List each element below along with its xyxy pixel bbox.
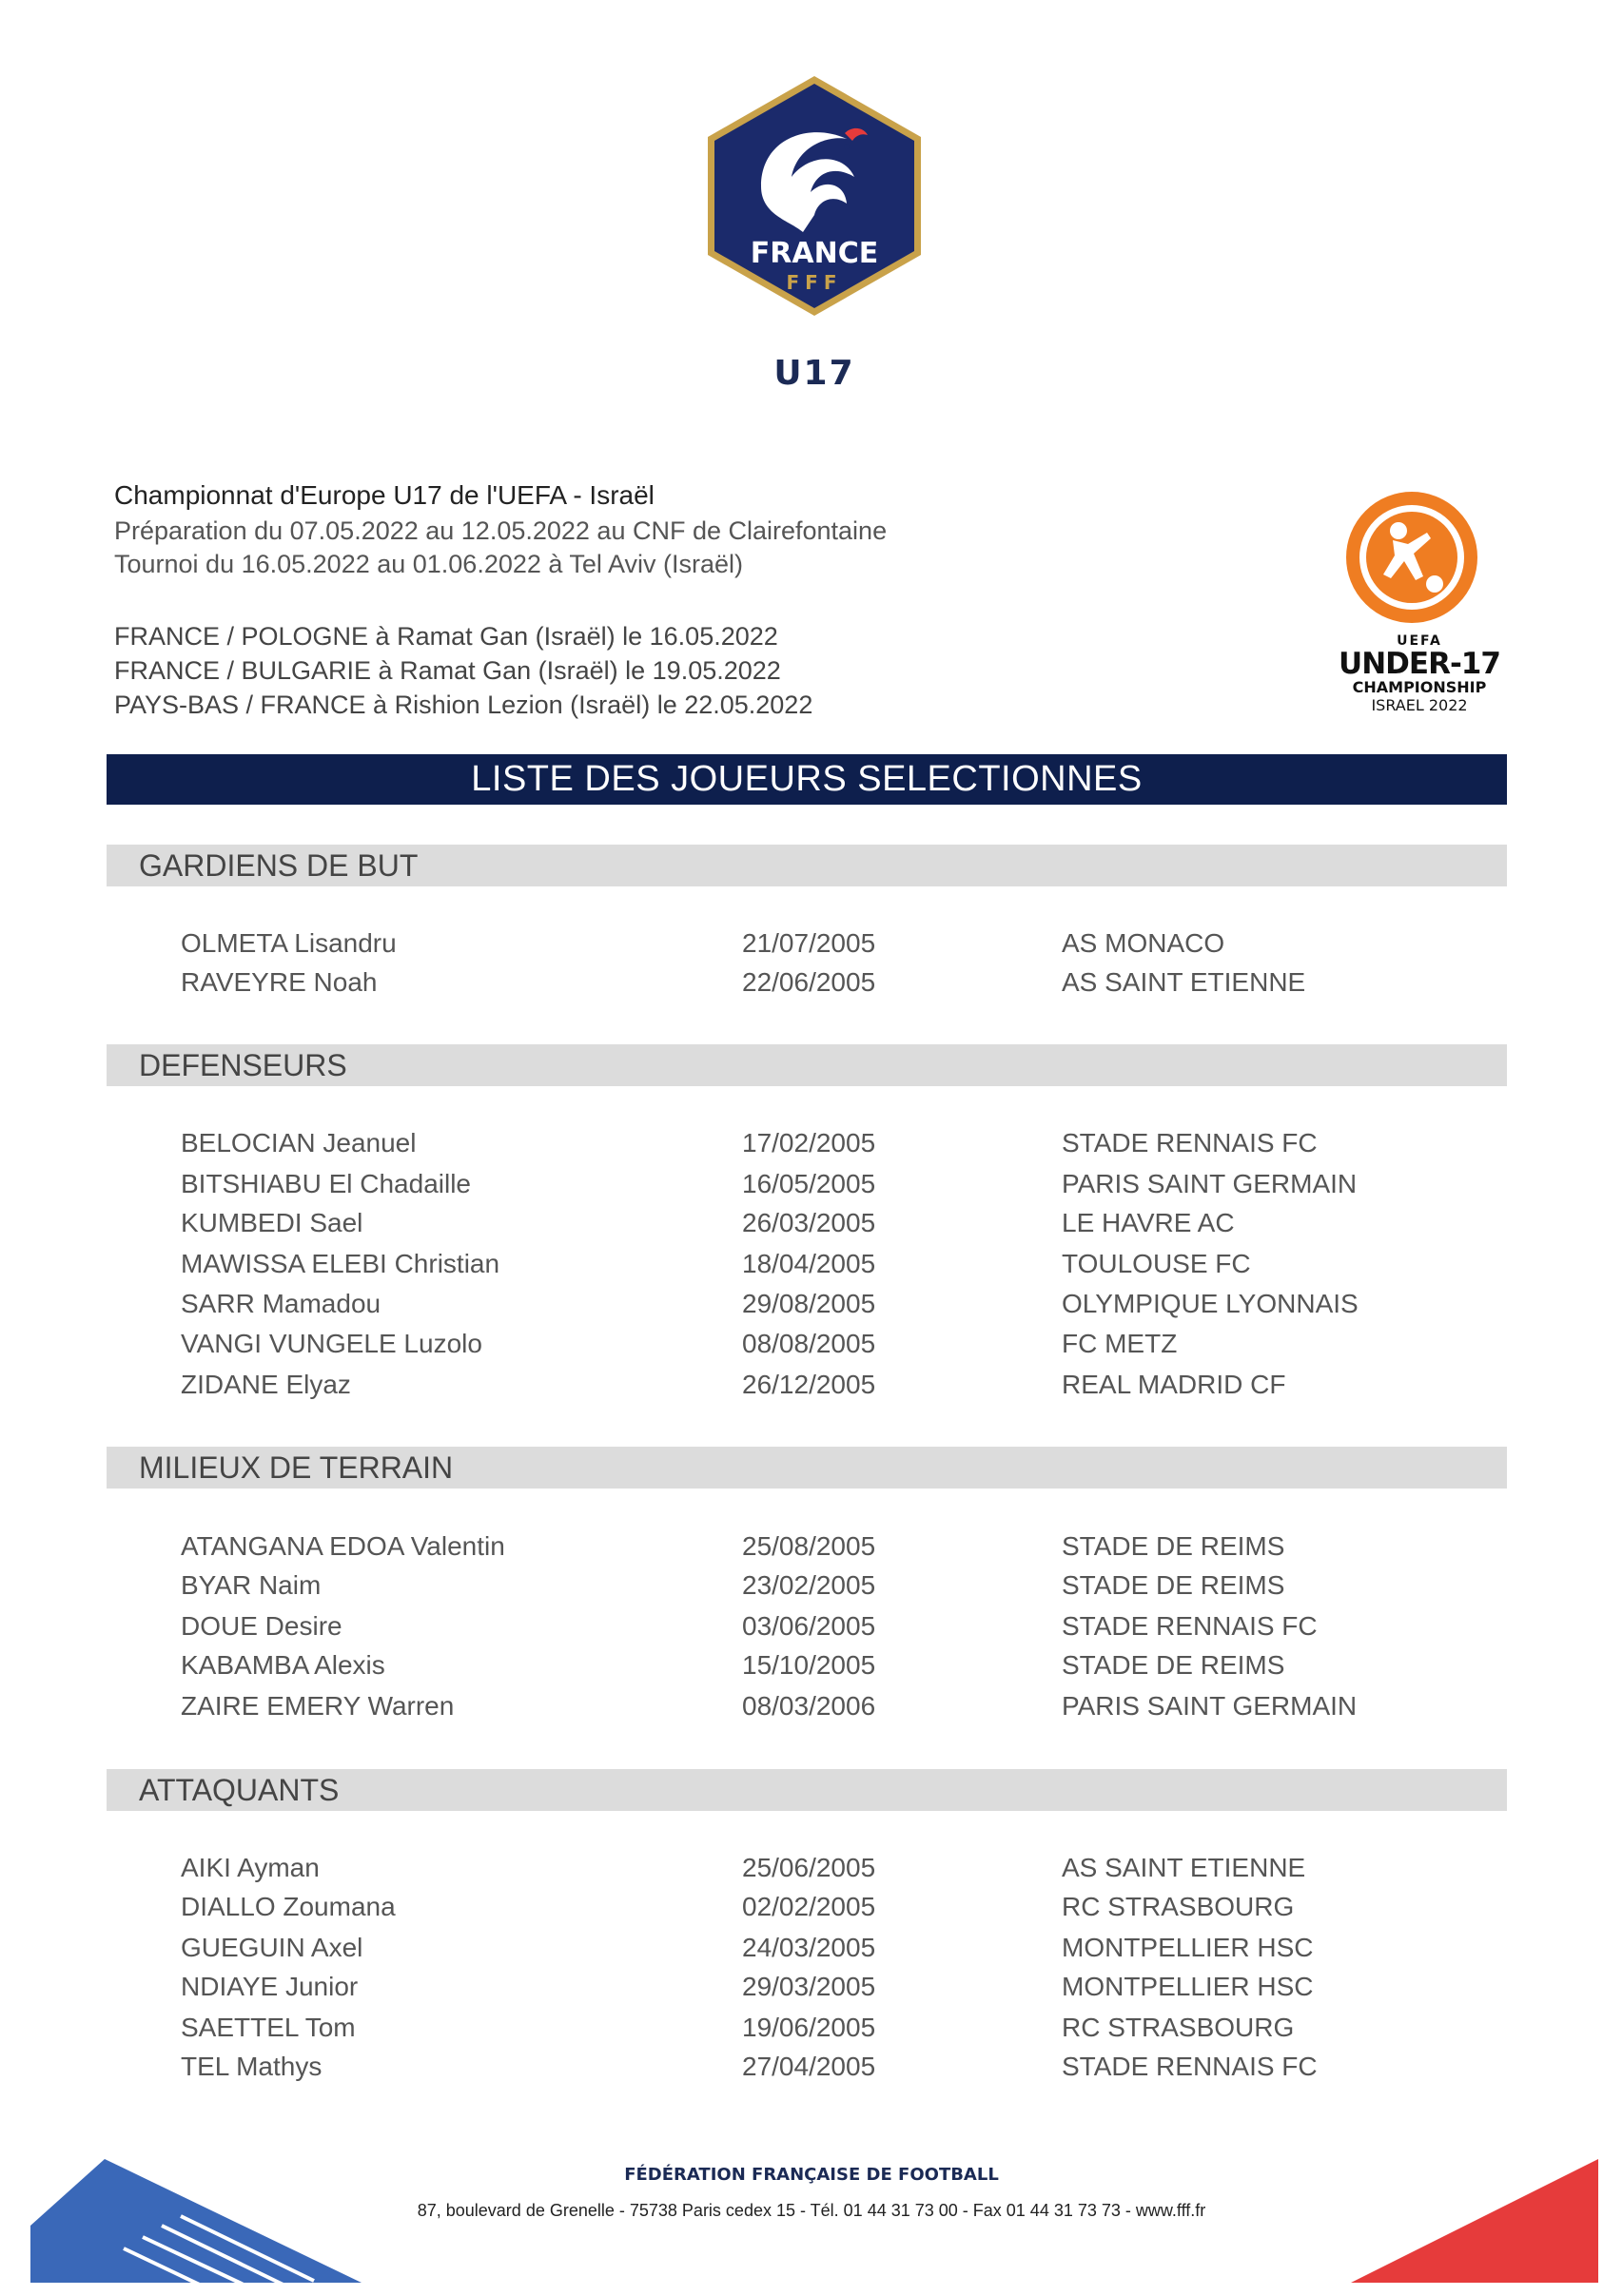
player-dob: 08/08/2005: [742, 1329, 876, 1358]
player-dob: 15/10/2005: [742, 1650, 876, 1680]
player-club: RC STRASBOURG: [1062, 2013, 1295, 2042]
player-name: ZIDANE Elyaz: [181, 1370, 351, 1399]
player-name: TEL Mathys: [181, 2052, 323, 2081]
player-dob: 27/04/2005: [742, 2052, 876, 2081]
player-club: PARIS SAINT GERMAIN: [1062, 1691, 1358, 1721]
uefa-u17-logo-text: [1322, 633, 1516, 715]
player-dob: 08/03/2006: [742, 1691, 876, 1721]
team-category: U17: [773, 354, 855, 393]
player-club: FC METZ: [1062, 1329, 1178, 1358]
table-row: [0, 1208, 1623, 1246]
player-name: BITSHIABU El Chadaille: [181, 1169, 472, 1198]
player-club: AS SAINT ETIENNE: [1062, 967, 1306, 997]
player-club: STADE RENNAIS FC: [1062, 1128, 1318, 1158]
match-line: FRANCE / POLOGNE à Ramat Gan (Israël) le 16.05.2022: [114, 622, 778, 651]
player-name: GUEGUIN Axel: [181, 1933, 363, 1962]
uefa-org-text: UEFA: [1397, 633, 1442, 649]
table-row: [0, 1691, 1623, 1729]
table-row: [0, 2013, 1623, 2051]
player-club: LE HAVRE AC: [1062, 1208, 1235, 1237]
player-club: MONTPELLIER HSC: [1062, 1933, 1314, 1962]
player-dob: 23/02/2005: [742, 1570, 876, 1600]
player-name: DIALLO Zoumana: [181, 1892, 396, 1921]
player-club: STADE DE REIMS: [1062, 1650, 1285, 1680]
player-name: AIKI Ayman: [181, 1853, 320, 1882]
selection-banner: LISTE DES JOUEURS SELECTIONNES: [107, 754, 1507, 805]
player-dob: 19/06/2005: [742, 2013, 876, 2042]
section-header-forwards: [107, 1769, 1507, 1811]
footer-address: 87, boulevard de Grenelle - 75738 Paris cedex 15 - Tél. 01 44 31 73 00 - Fax 01 44 31 73 73 - www.fff.fr: [417, 2201, 1206, 2220]
player-dob: 25/08/2005: [742, 1531, 876, 1561]
player-name: SAETTEL Tom: [181, 2013, 356, 2042]
player-club: STADE DE REIMS: [1062, 1531, 1285, 1561]
player-dob: 16/05/2005: [742, 1169, 876, 1198]
table-row: [0, 1531, 1623, 1569]
player-dob: 17/02/2005: [742, 1128, 876, 1158]
table-row: [0, 1650, 1623, 1688]
tournament-dates: Tournoi du 16.05.2022 au 01.06.2022 à Tel Aviv (Israël): [114, 550, 743, 578]
player-name: OLMETA Lisandru: [181, 928, 397, 958]
player-club: RC STRASBOURG: [1062, 1892, 1295, 1921]
player-name: MAWISSA ELEBI Christian: [181, 1249, 500, 1278]
player-club: STADE RENNAIS FC: [1062, 1611, 1318, 1641]
player-club: REAL MADRID CF: [1062, 1370, 1286, 1399]
player-name: SARR Mamadou: [181, 1289, 381, 1318]
player-club: STADE RENNAIS FC: [1062, 2052, 1318, 2081]
table-row: [0, 967, 1623, 1005]
match-line: PAYS-BAS / FRANCE à Rishion Lezion (Israël) le 22.05.2022: [114, 691, 813, 719]
section-header-midfielders: [107, 1447, 1507, 1489]
player-club: TOULOUSE FC: [1062, 1249, 1251, 1278]
preparation-dates: Préparation du 07.05.2022 au 12.05.2022 au CNF de Clairefontaine: [114, 516, 888, 545]
player-name: DOUE Desire: [181, 1611, 342, 1641]
table-row: [0, 1972, 1623, 2010]
crest-federation-text: FFF: [786, 271, 843, 294]
section-header-defenders: [107, 1044, 1507, 1086]
player-club: OLYMPIQUE LYONNAIS: [1062, 1289, 1359, 1318]
table-row: [0, 1329, 1623, 1367]
player-dob: 24/03/2005: [742, 1933, 876, 1962]
table-row: [0, 1892, 1623, 1930]
player-dob: 02/02/2005: [742, 1892, 876, 1921]
section-title: MILIEUX DE TERRAIN: [139, 1450, 454, 1485]
player-club: MONTPELLIER HSC: [1062, 1972, 1314, 2001]
player-dob: 21/07/2005: [742, 928, 876, 958]
section-title: ATTAQUANTS: [139, 1773, 340, 1807]
table-row: [0, 1128, 1623, 1166]
player-name: ZAIRE EMERY Warren: [181, 1691, 455, 1721]
player-dob: 26/03/2005: [742, 1208, 876, 1237]
table-row: [0, 1570, 1623, 1608]
uefa-line2: CHAMPIONSHIP: [1352, 678, 1487, 696]
player-club: STADE DE REIMS: [1062, 1570, 1285, 1600]
player-dob: 29/08/2005: [742, 1289, 876, 1318]
uefa-line3: ISRAEL 2022: [1371, 696, 1468, 714]
player-name: NDIAYE Junior: [181, 1972, 359, 2001]
player-name: KUMBEDI Sael: [181, 1208, 363, 1237]
event-title: Championnat d'Europe U17 de l'UEFA - Israël: [114, 480, 655, 510]
section-title: GARDIENS DE BUT: [139, 848, 419, 883]
player-name: BELOCIAN Jeanuel: [181, 1128, 417, 1158]
player-name: BYAR Naim: [181, 1570, 322, 1600]
crest-country-text: FRANCE: [750, 237, 879, 270]
table-row: [0, 928, 1623, 966]
fff-crest-logo: [704, 72, 925, 320]
table-row: [0, 1370, 1623, 1408]
player-name: VANGI VUNGELE Luzolo: [181, 1329, 482, 1358]
player-dob: 03/06/2005: [742, 1611, 876, 1641]
table-row: [0, 2052, 1623, 2090]
player-name: RAVEYRE Noah: [181, 967, 378, 997]
player-dob: 29/03/2005: [742, 1972, 876, 2001]
table-row: [0, 1289, 1623, 1327]
table-row: [0, 1169, 1623, 1207]
player-name: ATANGANA EDOA Valentin: [181, 1531, 505, 1561]
footer-organization: FÉDÉRATION FRANÇAISE DE FOOTBALL: [624, 2165, 999, 2185]
player-club: AS MONACO: [1062, 928, 1225, 958]
player-dob: 25/06/2005: [742, 1853, 876, 1882]
table-row: [0, 1933, 1623, 1971]
uefa-line1: UNDER-17: [1339, 647, 1500, 681]
section-title: DEFENSEURS: [139, 1048, 347, 1082]
player-club: PARIS SAINT GERMAIN: [1062, 1169, 1358, 1198]
section-header-goalkeepers: [107, 845, 1507, 886]
player-name: KABAMBA Alexis: [181, 1650, 385, 1680]
player-dob: 26/12/2005: [742, 1370, 876, 1399]
player-dob: 22/06/2005: [742, 967, 876, 997]
table-row: [0, 1249, 1623, 1287]
table-row: [0, 1853, 1623, 1891]
player-dob: 18/04/2005: [742, 1249, 876, 1278]
player-club: AS SAINT ETIENNE: [1062, 1853, 1306, 1882]
table-row: [0, 1611, 1623, 1649]
match-line: FRANCE / BULGARIE à Ramat Gan (Israël) le 19.05.2022: [114, 656, 781, 685]
